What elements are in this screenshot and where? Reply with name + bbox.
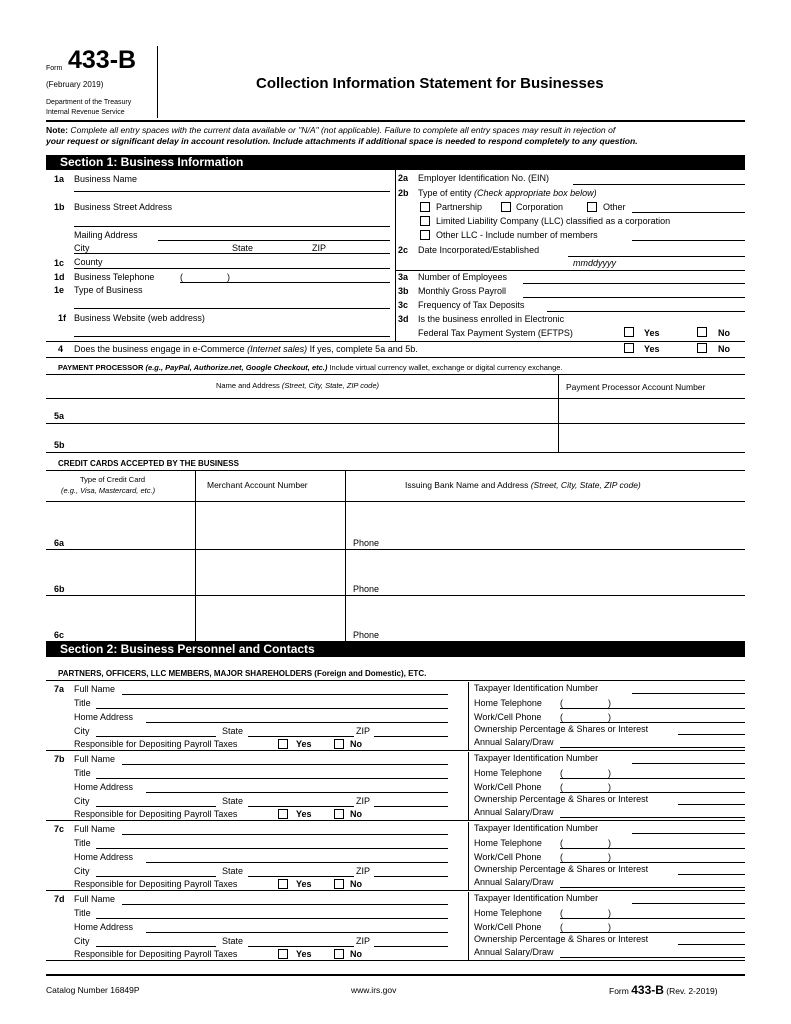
business-name-field[interactable] bbox=[74, 191, 390, 192]
cc-col-type-hint: (e.g., Visa, Mastercard, etc.) bbox=[61, 486, 156, 495]
person-7d-home-address-field[interactable] bbox=[146, 932, 448, 933]
ecommerce-yes-checkbox[interactable] bbox=[624, 343, 634, 353]
person-7a-state-field[interactable] bbox=[248, 736, 354, 737]
payroll-label: Monthly Gross Payroll bbox=[418, 286, 507, 296]
person-7a-home-tel-paren-open: ( bbox=[560, 698, 563, 708]
incorporated-label: Date Incorporated/Established bbox=[418, 245, 540, 255]
page-title: Collection Information Statement for Businesses bbox=[256, 75, 604, 92]
person-7d-full-name-field[interactable] bbox=[122, 904, 448, 905]
person-7a-work-tel-paren-close: ) bbox=[608, 712, 611, 722]
line-1c-num: 1c bbox=[54, 258, 65, 268]
ein-label: Employer Identification No. (EIN) bbox=[418, 173, 550, 183]
person-7a-title-field[interactable] bbox=[96, 708, 448, 709]
person-7b-home-tel-field[interactable] bbox=[560, 778, 745, 779]
person-7b-responsible-yes-label: Yes bbox=[296, 809, 312, 819]
person-7c-tin-label: Taxpayer Identification Number bbox=[474, 823, 599, 833]
person-7c-city-field[interactable] bbox=[96, 876, 216, 877]
cc-col-type-header: Type of Credit Card bbox=[80, 475, 146, 484]
payroll-field[interactable] bbox=[523, 297, 745, 298]
partnership-label: Partnership bbox=[436, 202, 483, 212]
person-7c-work-tel-field[interactable] bbox=[560, 862, 745, 863]
person-7a-responsible-label: Responsible for Depositing Payroll Taxes bbox=[74, 739, 238, 749]
city-label: City bbox=[74, 243, 90, 253]
city-state-zip-field[interactable] bbox=[74, 253, 390, 254]
person-7b-home-tel-paren-open: ( bbox=[560, 768, 563, 778]
cc-col-merchant-header: Merchant Account Number bbox=[207, 480, 308, 490]
street-address-label: Business Street Address bbox=[74, 202, 173, 212]
person-7a-full-name-field[interactable] bbox=[122, 694, 448, 695]
irs-url[interactable]: www.irs.gov bbox=[351, 985, 397, 995]
person-7c-responsible-no-checkbox[interactable] bbox=[334, 879, 344, 889]
website-label: Business Website (web address) bbox=[74, 313, 205, 323]
person-7c-full-name-field[interactable] bbox=[122, 834, 448, 835]
line-1b-num: 1b bbox=[54, 202, 65, 212]
cc-6b-phone-label: Phone bbox=[353, 584, 380, 594]
department: Department of the Treasury bbox=[46, 99, 132, 106]
person-7b-home-tel-label: Home Telephone bbox=[474, 768, 542, 778]
footer-form: Form 433-B (Rev. 2-2019) bbox=[609, 983, 718, 997]
person-7a-full-name-label: Full Name bbox=[74, 684, 116, 694]
line-6c-num: 6c bbox=[54, 630, 65, 640]
person-7c-home-tel-label: Home Telephone bbox=[474, 838, 542, 848]
cc-col-bank-header: Issuing Bank Name and Address (Street, City, State, ZIP code) bbox=[405, 480, 641, 490]
ecommerce-yes-label: Yes bbox=[644, 344, 660, 354]
person-7a-city-field[interactable] bbox=[96, 736, 216, 737]
person-7b-full-name-field[interactable] bbox=[122, 764, 448, 765]
header-rule bbox=[46, 120, 745, 122]
person-7b-work-tel-paren-open: ( bbox=[560, 782, 563, 792]
person-7c-num: 7c bbox=[54, 824, 65, 834]
person-7c-home-tel-paren-open: ( bbox=[560, 838, 563, 848]
person-7d-work-tel-paren-open: ( bbox=[560, 922, 563, 932]
date-format-hint: mmddyyyy bbox=[573, 258, 617, 268]
person-7b-zip-label: ZIP bbox=[356, 796, 371, 806]
person-7b-work-tel-paren-close: ) bbox=[608, 782, 611, 792]
person-7d-home-address-label: Home Address bbox=[74, 922, 134, 932]
pp-col-account-header: Payment Processor Account Number bbox=[566, 382, 706, 392]
credit-cards-heading: CREDIT CARDS ACCEPTED BY THE BUSINESS bbox=[58, 459, 239, 468]
person-7d-responsible-label: Responsible for Depositing Payroll Taxes bbox=[74, 949, 238, 959]
person-7c-bottom-rule bbox=[46, 890, 745, 891]
line-3c-num: 3c bbox=[398, 300, 409, 310]
section-1-header: Section 1: Business Information bbox=[46, 155, 745, 170]
person-7b-salary-field[interactable] bbox=[560, 817, 745, 818]
person-7d-home-tel-paren-close: ) bbox=[608, 908, 611, 918]
incorporated-date-field[interactable] bbox=[568, 256, 745, 257]
person-7d-home-tel-field[interactable] bbox=[560, 918, 745, 919]
person-7c-responsible-yes-label: Yes bbox=[296, 879, 312, 889]
line-2b-num: 2b bbox=[398, 188, 409, 198]
person-7b-responsible-no-label: No bbox=[350, 809, 362, 819]
person-7d-home-tel-paren-open: ( bbox=[560, 908, 563, 918]
line-3a-num: 3a bbox=[398, 272, 409, 282]
person-7b-tin-field[interactable] bbox=[632, 763, 745, 764]
person-7a-work-tel-field[interactable] bbox=[560, 722, 745, 723]
person-7c-title-label: Title bbox=[74, 838, 91, 848]
person-7b-city-field[interactable] bbox=[96, 806, 216, 807]
section-1-column-divider bbox=[395, 170, 396, 341]
person-7b-salary-label: Annual Salary/Draw bbox=[474, 807, 554, 817]
person-7b-work-tel-field[interactable] bbox=[560, 792, 745, 793]
person-7b-bottom-rule bbox=[46, 820, 745, 821]
person-7b-title-label: Title bbox=[74, 768, 91, 778]
form-number: 433-B bbox=[68, 46, 137, 74]
person-7b-title-field[interactable] bbox=[96, 778, 448, 779]
person-7d-zip-label: ZIP bbox=[356, 936, 371, 946]
person-7a-title-label: Title bbox=[74, 698, 91, 708]
person-7d-column-divider bbox=[468, 892, 469, 960]
person-7c-state-field[interactable] bbox=[248, 876, 354, 877]
person-7b-full-name-label: Full Name bbox=[74, 754, 116, 764]
cc-row-6b[interactable] bbox=[46, 595, 745, 596]
pp-col-name-header: Name and Address (Street, City, State, ZIP code) bbox=[216, 381, 380, 390]
person-7c-tin-field[interactable] bbox=[632, 833, 745, 834]
person-7c-zip-label: ZIP bbox=[356, 866, 371, 876]
business-telephone-field[interactable] bbox=[180, 282, 390, 283]
person-7b-city-label: City bbox=[74, 796, 90, 806]
person-7b-home-tel-paren-close: ) bbox=[608, 768, 611, 778]
pp-row-5b[interactable] bbox=[46, 452, 745, 453]
line-3b-num: 3b bbox=[398, 286, 409, 296]
cc-6c-phone-label: Phone bbox=[353, 630, 380, 640]
person-7d-title-field[interactable] bbox=[96, 918, 448, 919]
phone-paren-open: ( bbox=[180, 272, 183, 282]
person-7d-responsible-yes-checkbox[interactable] bbox=[278, 949, 288, 959]
street-address-field[interactable] bbox=[74, 226, 390, 227]
person-7d-work-tel-field[interactable] bbox=[560, 932, 745, 933]
person-7a-responsible-yes-checkbox[interactable] bbox=[278, 739, 288, 749]
county-label: County bbox=[74, 257, 103, 267]
llc-members-field[interactable] bbox=[632, 240, 745, 241]
person-7d-tin-label: Taxpayer Identification Number bbox=[474, 893, 599, 903]
cc-col-divider-1 bbox=[195, 470, 196, 641]
section-1-right-divider bbox=[395, 270, 745, 271]
person-7d-responsible-no-label: No bbox=[350, 949, 362, 959]
person-7a-salary-field[interactable] bbox=[560, 747, 745, 748]
person-7d-ownership-field[interactable] bbox=[678, 944, 745, 945]
person-7d-responsible-yes-label: Yes bbox=[296, 949, 312, 959]
eftps-no-checkbox[interactable] bbox=[697, 327, 707, 337]
note-line-1: Note: Complete all entry spaces with the current data available or "N/A" (not applicable). Failure to complete all entry spaces may result in rejection of bbox=[46, 125, 616, 135]
person-7c-home-address-label: Home Address bbox=[74, 852, 134, 862]
person-7b-work-tel-label: Work/Cell Phone bbox=[474, 782, 542, 792]
county-field[interactable] bbox=[74, 268, 390, 269]
llc-corp-label: Limited Liability Company (LLC) classified as a corporation bbox=[436, 216, 671, 226]
employees-field[interactable] bbox=[523, 283, 745, 284]
line-1f-num: 1f bbox=[58, 313, 67, 323]
person-7d-work-tel-paren-close: ) bbox=[608, 922, 611, 932]
person-7b-home-address-label: Home Address bbox=[74, 782, 134, 792]
line-1a-num: 1a bbox=[54, 174, 65, 184]
person-7a-tin-field[interactable] bbox=[632, 693, 745, 694]
header-divider bbox=[157, 46, 158, 118]
person-7d-work-tel-label: Work/Cell Phone bbox=[474, 922, 542, 932]
person-7c-responsible-label: Responsible for Depositing Payroll Taxes bbox=[74, 879, 238, 889]
person-7d-bottom-rule bbox=[46, 960, 745, 961]
person-7d-home-tel-label: Home Telephone bbox=[474, 908, 542, 918]
person-7c-salary-field[interactable] bbox=[560, 887, 745, 888]
pp-header-bottom bbox=[46, 398, 745, 399]
business-telephone-label: Business Telephone bbox=[74, 272, 155, 282]
partnership-checkbox[interactable] bbox=[420, 202, 430, 212]
person-7c-full-name-label: Full Name bbox=[74, 824, 116, 834]
ecommerce-no-label: No bbox=[718, 344, 730, 354]
pp-column-divider bbox=[558, 374, 559, 452]
phone-paren-close: ) bbox=[227, 272, 230, 282]
form-prefix: Form bbox=[46, 65, 63, 72]
person-7c-salary-label: Annual Salary/Draw bbox=[474, 877, 554, 887]
person-7a-home-tel-field[interactable] bbox=[560, 708, 745, 709]
person-7c-title-field[interactable] bbox=[96, 848, 448, 849]
pp-row-5a[interactable] bbox=[46, 423, 745, 424]
line-2c-num: 2c bbox=[398, 245, 409, 255]
person-7d-responsible-no-checkbox[interactable] bbox=[334, 949, 344, 959]
website-field[interactable] bbox=[74, 336, 390, 337]
cc-row-6a[interactable] bbox=[46, 549, 745, 550]
line-2a-num: 2a bbox=[398, 173, 409, 183]
eftps-no-label: No bbox=[718, 328, 730, 338]
person-7b-ownership-field[interactable] bbox=[678, 804, 745, 805]
person-7c-ownership-field[interactable] bbox=[678, 874, 745, 875]
person-7a-responsible-no-checkbox[interactable] bbox=[334, 739, 344, 749]
person-7a-responsible-yes-label: Yes bbox=[296, 739, 312, 749]
cc-6a-phone-label: Phone bbox=[353, 538, 380, 548]
person-7b-tin-label: Taxpayer Identification Number bbox=[474, 753, 599, 763]
person-7d-city-label: City bbox=[74, 936, 90, 946]
person-7d-zip-field[interactable] bbox=[374, 946, 448, 947]
business-type-field[interactable] bbox=[74, 308, 390, 309]
llc-corp-checkbox[interactable] bbox=[420, 216, 430, 226]
person-7c-work-tel-paren-close: ) bbox=[608, 852, 611, 862]
person-7a-bottom-rule bbox=[46, 750, 745, 751]
corporation-checkbox[interactable] bbox=[501, 202, 511, 212]
eftps-label-2: Federal Tax Payment System (EFTPS) bbox=[418, 328, 573, 338]
other-llc-label: Other LLC - Include number of members bbox=[436, 230, 598, 240]
person-7a-state-label: State bbox=[222, 726, 244, 736]
person-7c-home-address-field[interactable] bbox=[146, 862, 448, 863]
ein-field[interactable] bbox=[573, 184, 745, 185]
person-7a-home-tel-paren-close: ) bbox=[608, 698, 611, 708]
person-7d-city-field[interactable] bbox=[96, 946, 216, 947]
person-7d-state-field[interactable] bbox=[248, 946, 354, 947]
person-7c-city-label: City bbox=[74, 866, 90, 876]
person-7c-home-tel-paren-close: ) bbox=[608, 838, 611, 848]
person-7b-responsible-yes-checkbox[interactable] bbox=[278, 809, 288, 819]
q4-divider bbox=[46, 341, 745, 342]
person-7d-ownership-label: Ownership Percentage & Shares or Interest bbox=[474, 934, 649, 944]
other-llc-checkbox[interactable] bbox=[420, 230, 430, 240]
business-type-label: Type of Business bbox=[74, 285, 143, 295]
person-7a-home-address-field[interactable] bbox=[146, 722, 448, 723]
zip-label: ZIP bbox=[312, 243, 327, 253]
payment-processor-heading: PAYMENT PROCESSOR (e.g., PayPal, Authorize.net, Google Checkout, etc.) Include virtual currency wallet, exchange or digital currency exchange. bbox=[58, 363, 563, 372]
person-7d-full-name-label: Full Name bbox=[74, 894, 116, 904]
personnel-heading: PARTNERS, OFFICERS, LLC MEMBERS, MAJOR SHAREHOLDERS (Foreign and Domestic), ETC. bbox=[58, 669, 427, 678]
person-7a-home-tel-label: Home Telephone bbox=[474, 698, 542, 708]
eftps-yes-label: Yes bbox=[644, 328, 660, 338]
line-6a-num: 6a bbox=[54, 538, 65, 548]
person-7d-num: 7d bbox=[54, 894, 65, 904]
business-name-label: Business Name bbox=[74, 174, 138, 184]
line-3d-num: 3d bbox=[398, 314, 409, 324]
line-5a-num: 5a bbox=[54, 411, 65, 421]
pp-header-top bbox=[46, 374, 745, 375]
person-7c-ownership-label: Ownership Percentage & Shares or Interest bbox=[474, 864, 649, 874]
person-7b-column-divider bbox=[468, 752, 469, 820]
person-7c-home-tel-field[interactable] bbox=[560, 848, 745, 849]
person-7a-home-address-label: Home Address bbox=[74, 712, 134, 722]
line-5b-num: 5b bbox=[54, 440, 65, 450]
person-7a-zip-field[interactable] bbox=[374, 736, 448, 737]
person-7c-state-label: State bbox=[222, 866, 244, 876]
person-7a-salary-label: Annual Salary/Draw bbox=[474, 737, 554, 747]
deposits-label: Frequency of Tax Deposits bbox=[418, 300, 525, 310]
person-7d-state-label: State bbox=[222, 936, 244, 946]
person-7a-responsible-no-label: No bbox=[350, 739, 362, 749]
person-7a-ownership-label: Ownership Percentage & Shares or Interest bbox=[474, 724, 649, 734]
person-7c-work-tel-paren-open: ( bbox=[560, 852, 563, 862]
deposits-field[interactable] bbox=[547, 311, 745, 312]
person-7a-city-label: City bbox=[74, 726, 90, 736]
person-7a-work-tel-label: Work/Cell Phone bbox=[474, 712, 542, 722]
corporation-label: Corporation bbox=[516, 202, 564, 212]
eftps-yes-checkbox[interactable] bbox=[624, 327, 634, 337]
person-7a-column-divider bbox=[468, 682, 469, 750]
footer-rule bbox=[46, 974, 745, 976]
person-7c-responsible-no-label: No bbox=[350, 879, 362, 889]
person-7d-title-label: Title bbox=[74, 908, 91, 918]
other-entity-checkbox[interactable] bbox=[587, 202, 597, 212]
mailing-address-label: Mailing Address bbox=[74, 230, 138, 240]
cc-col-divider-2 bbox=[345, 470, 346, 641]
ecommerce-question: Does the business engage in e-Commerce (Internet sales) If yes, complete 5a and 5b. bbox=[74, 344, 418, 354]
cc-header-bottom bbox=[46, 501, 745, 502]
cc-header-top bbox=[46, 470, 745, 471]
person-7d-salary-field[interactable] bbox=[560, 957, 745, 958]
person-7c-zip-field[interactable] bbox=[374, 876, 448, 877]
person-7b-responsible-no-checkbox[interactable] bbox=[334, 809, 344, 819]
person-7a-ownership-field[interactable] bbox=[678, 734, 745, 735]
person-7c-work-tel-label: Work/Cell Phone bbox=[474, 852, 542, 862]
other-entity-label: Other bbox=[603, 202, 626, 212]
ecommerce-no-checkbox[interactable] bbox=[697, 343, 707, 353]
other-entity-field[interactable] bbox=[632, 212, 745, 213]
person-7c-column-divider bbox=[468, 822, 469, 890]
person-7a-num: 7a bbox=[54, 684, 65, 694]
catalog-number: Catalog Number 16849P bbox=[46, 985, 140, 995]
person-7d-tin-field[interactable] bbox=[632, 903, 745, 904]
line-4-num: 4 bbox=[58, 344, 64, 354]
employees-label: Number of Employees bbox=[418, 272, 508, 282]
section-2-header: Section 2: Business Personnel and Contacts bbox=[46, 641, 745, 657]
person-7c-responsible-yes-checkbox[interactable] bbox=[278, 879, 288, 889]
entity-type-label: Type of entity (Check appropriate box below) bbox=[418, 188, 597, 198]
line-6b-num: 6b bbox=[54, 584, 65, 594]
person-7b-state-label: State bbox=[222, 796, 244, 806]
person-7d-salary-label: Annual Salary/Draw bbox=[474, 947, 554, 957]
eftps-label: Is the business enrolled in Electronic bbox=[418, 314, 565, 324]
agency: Internal Revenue Service bbox=[46, 109, 125, 116]
person-7b-home-address-field[interactable] bbox=[146, 792, 448, 793]
person-7a-work-tel-paren-open: ( bbox=[560, 712, 563, 722]
payment-processor-top-rule bbox=[46, 357, 745, 358]
line-1e-num: 1e bbox=[54, 285, 65, 295]
form-date: (February 2019) bbox=[46, 80, 104, 89]
person-7b-zip-field[interactable] bbox=[374, 806, 448, 807]
state-label: State bbox=[232, 243, 254, 253]
mailing-address-field[interactable] bbox=[158, 240, 390, 241]
person-7a-tin-label: Taxpayer Identification Number bbox=[474, 683, 599, 693]
person-7b-responsible-label: Responsible for Depositing Payroll Taxes bbox=[74, 809, 238, 819]
person-7b-state-field[interactable] bbox=[248, 806, 354, 807]
person-7b-num: 7b bbox=[54, 754, 65, 764]
person-7a-zip-label: ZIP bbox=[356, 726, 371, 736]
line-1d-num: 1d bbox=[54, 272, 65, 282]
note-line-2: your request or significant delay in account resolution. Include attachments if additional space is needed to respond completely to any question. bbox=[46, 136, 638, 146]
person-7b-ownership-label: Ownership Percentage & Shares or Interest bbox=[474, 794, 649, 804]
personnel-top-rule bbox=[46, 680, 745, 681]
